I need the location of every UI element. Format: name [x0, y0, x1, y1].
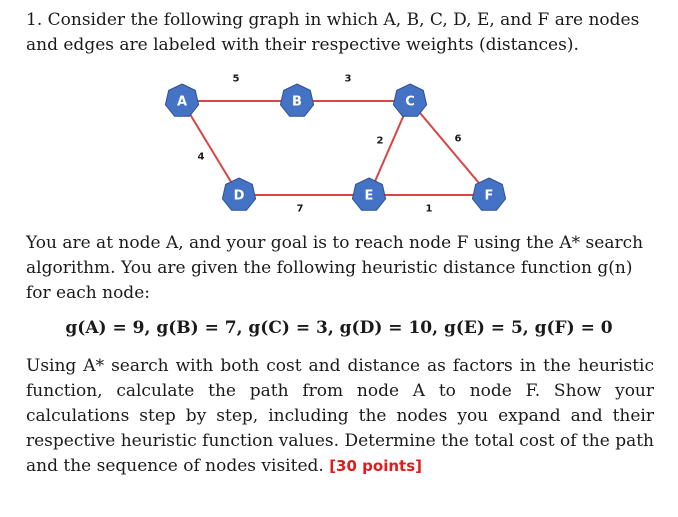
question-intro: 1. Consider the following graph in which A, B, C, D, E, and F are nodes and edges are labeled with their respective weights (distances). — [26, 10, 640, 55]
edge-weight-c-f: 6 — [454, 133, 462, 145]
instructions — [26, 354, 654, 479]
points-badge: [30 points] — [329, 457, 422, 475]
instructions-text: Using A* search with both cost and distance as factors in the heuristic function, calculate the path from node A to node F. Show your calculations step by step, including the nodes you expand and their respective heuristic function values. Determine the total cost of the path and the sequence of nodes visited. — [26, 356, 654, 476]
edge-weight-a-b: 5 — [232, 73, 240, 85]
edge-weight-e-f: 1 — [425, 203, 433, 215]
edge-weight-c-e: 2 — [376, 135, 384, 147]
edge-weight-a-d: 4 — [197, 151, 205, 163]
node-label-e: E — [364, 188, 374, 204]
node-label-f: F — [484, 188, 494, 204]
task-description: You are at node A, and your goal is to reach node F using the A* search algorithm. You are given the following heuristic distance function g(n) for each node: — [26, 233, 644, 303]
edge-weight-b-c: 3 — [344, 73, 352, 85]
edge-c-f — [410, 101, 489, 195]
graph-nodes — [165, 84, 505, 210]
node-label-b: B — [292, 94, 302, 110]
heuristic-values: g(A) = 9, g(B) = 7, g(C) = 3, g(D) = 10, g(E) = 5, g(F) = 0 — [65, 318, 613, 338]
graph-edges — [182, 101, 489, 195]
node-label-a: A — [176, 94, 188, 110]
node-label-d: D — [233, 188, 245, 204]
node-label-c: C — [405, 94, 415, 110]
edge-weight-d-e: 7 — [296, 203, 304, 215]
graph-diagram — [0, 0, 678, 230]
